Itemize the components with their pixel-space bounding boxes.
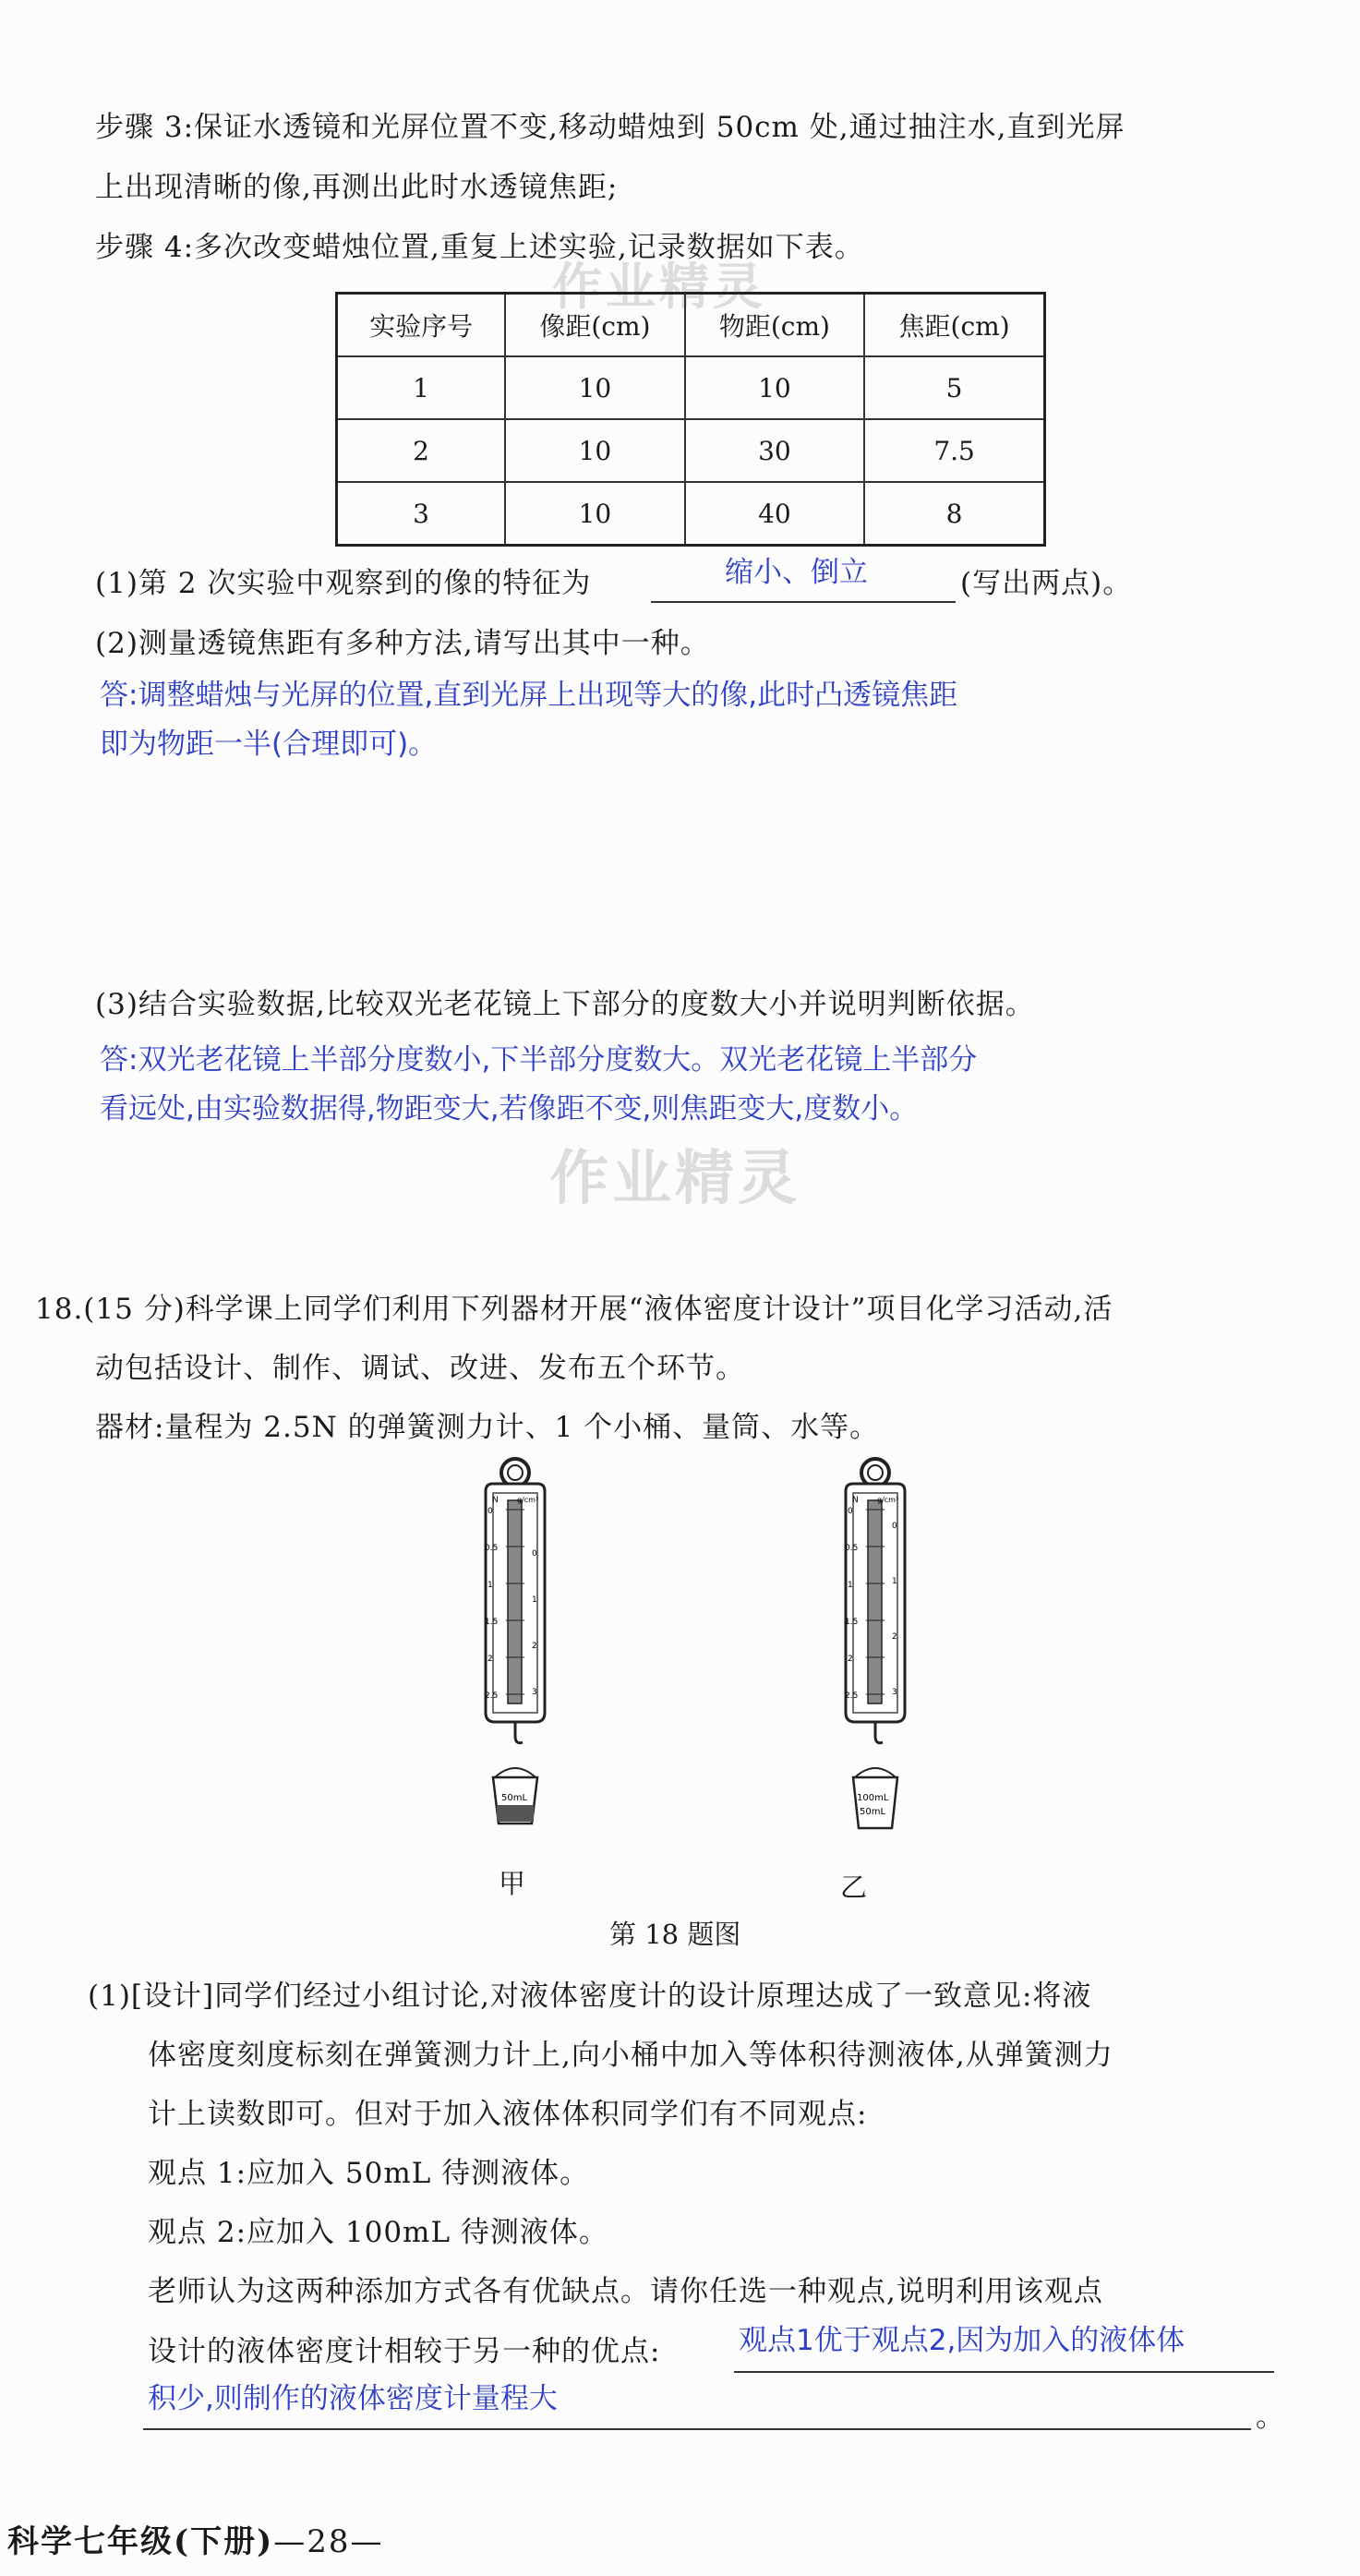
tick-label: 3 <box>892 1688 897 1697</box>
q1-answer-underline <box>651 601 956 603</box>
q1-prefix: (1)第 2 次实验中观察到的像的特征为 <box>95 567 592 600</box>
table-cell: 2 <box>337 419 506 482</box>
q18-line3: 器材:量程为 2.5N 的弹簧测力计、1 个小桶、量筒、水等。 <box>95 1411 880 1444</box>
q18-1-period: 。 <box>1256 2401 1285 2434</box>
spring-scale-yi <box>845 1459 905 1828</box>
answer-underline <box>734 2371 1274 2373</box>
tick-label: 1 <box>532 1595 537 1605</box>
page-number: —28— <box>273 2523 384 2560</box>
table-header: 焦距(cm) <box>864 294 1044 357</box>
table-cell: 40 <box>685 482 865 546</box>
q1-answer: 缩小、倒立 <box>725 556 868 589</box>
table-cell: 10 <box>505 419 685 482</box>
q3-question: (3)结合实验数据,比较双光老花镜上下部分的度数大小并说明判断依据。 <box>95 988 1035 1021</box>
q18-1-line3: 计上读数即可。但对于加入液体体积同学们有不同观点: <box>148 2098 868 2131</box>
q18-1-line1: (1)[设计]同学们经过小组讨论,对液体密度计的设计原理达成了一致意见:将液 <box>88 1980 1092 2013</box>
q3-answer-line1: 答:双光老花镜上半部分度数小,下半部分度数大。双光老花镜上半部分 <box>100 1043 978 1077</box>
tick-label: 1 <box>848 1581 853 1590</box>
watermark-middle: 作业精灵 <box>549 1145 800 1213</box>
q18-1-line4: 老师认为这两种添加方式各有优缺点。请你任选一种观点,说明利用该观点 <box>148 2275 1103 2308</box>
watermark-top: 作业精灵 <box>552 258 766 316</box>
spring-scale-figure <box>462 1454 942 1916</box>
table-cell: 10 <box>685 356 865 419</box>
q1-suffix: (写出两点)。 <box>960 567 1133 600</box>
table-header: 像距(cm) <box>505 294 685 357</box>
q3-answer-line2: 看远处,由实验数据得,物距变大,若像距不变,则焦距变大,度数小。 <box>100 1092 919 1125</box>
q18-line1: 18.(15 分)科学课上同学们利用下列器材开展“液体密度计设计”项目化学习活动,活 <box>35 1293 1113 1326</box>
table-cell: 8 <box>864 482 1044 546</box>
step3-line1: 步骤 3:保证水透镜和光屏位置不变,移动蜡烛到 50cm 处,通过抽注水,直到光屏 <box>95 111 1125 144</box>
table-header-row <box>337 294 1045 357</box>
table-cell: 10 <box>505 356 685 419</box>
tick-label: 2 <box>532 1642 537 1651</box>
tick-label: 2 <box>892 1632 897 1642</box>
table-cell: 10 <box>505 482 685 546</box>
tick-label: 0.5 <box>485 1544 499 1553</box>
figure-label-yi: 乙 <box>840 1872 868 1903</box>
table-cell: 3 <box>337 482 506 546</box>
table-header: 实验序号 <box>337 294 506 357</box>
q18-1-view1: 观点 1:应加入 50mL 待测液体。 <box>148 2157 590 2190</box>
figure-caption: 第 18 题图 <box>609 1919 741 1950</box>
table-row <box>337 419 1045 482</box>
tick-label: 1.5 <box>845 1618 859 1627</box>
q18-1-view2: 观点 2:应加入 100mL 待测液体。 <box>148 2216 608 2249</box>
tick-label: 0 <box>848 1507 853 1516</box>
footer-subject: 科学七年级(下册) <box>7 2523 274 2560</box>
unit-n-label: N <box>492 1496 499 1505</box>
tick-label: 2 <box>487 1655 493 1664</box>
tick-label: 1 <box>892 1577 897 1586</box>
answer-underline <box>143 2428 1251 2430</box>
tick-label: 2.5 <box>485 1691 499 1701</box>
q2-answer-line1: 答:调整蜡烛与光屏的位置,直到光屏上出现等大的像,此时凸透镜焦距 <box>100 679 958 712</box>
step4-text: 步骤 4:多次改变蜡烛位置,重复上述实验,记录数据如下表。 <box>95 231 864 264</box>
unit-density-label: g/cm³ <box>517 1496 539 1504</box>
tick-label: 2 <box>848 1655 853 1664</box>
bucket-volume-label: 50mL <box>860 1807 886 1817</box>
bucket-volume-label: 50mL <box>501 1793 528 1803</box>
bucket-volume-label: 100mL <box>857 1793 889 1803</box>
table-row <box>337 482 1045 546</box>
table-cell: 5 <box>864 356 1044 419</box>
tick-label: 1 <box>487 1581 493 1590</box>
table-cell: 1 <box>337 356 506 419</box>
table-header: 物距(cm) <box>685 294 865 357</box>
q18-1-answer-line1: 观点1优于观点2,因为加入的液体体 <box>739 2324 1185 2357</box>
unit-density-label: g/cm³ <box>877 1496 899 1504</box>
q2-question: (2)测量透镜焦距有多种方法,请写出其中一种。 <box>95 627 710 660</box>
tick-label: 0 <box>532 1549 537 1559</box>
data-table <box>335 292 1046 547</box>
unit-n-label: N <box>852 1496 859 1505</box>
tick-label: 0.5 <box>845 1544 859 1553</box>
q18-1-line2: 体密度刻度标刻在弹簧测力计上,向小桶中加入等体积待测液体,从弹簧测力 <box>148 2039 1113 2072</box>
tick-label: 1.5 <box>485 1618 499 1627</box>
table-row <box>337 356 1045 419</box>
page-footer <box>7 2516 383 2561</box>
figure-label-jia: 甲 <box>499 1868 526 1899</box>
q18-1-line5: 设计的液体密度计相较于另一种的优点: <box>148 2335 661 2368</box>
spring-scale-jia <box>485 1459 545 1824</box>
tick-label: 3 <box>532 1688 537 1697</box>
table-cell: 30 <box>685 419 865 482</box>
tick-label: 2.5 <box>845 1691 859 1701</box>
q2-answer-line2: 即为物距一半(合理即可)。 <box>100 728 438 761</box>
table-cell: 7.5 <box>864 419 1044 482</box>
step3-line2: 上出现清晰的像,再测出此时水透镜焦距; <box>95 171 619 204</box>
q18-line2: 动包括设计、制作、调试、改进、发布五个环节。 <box>95 1352 745 1385</box>
tick-label: 0 <box>892 1522 897 1531</box>
q18-1-answer-line2: 积少,则制作的液体密度计量程大 <box>148 2382 558 2415</box>
tick-label: 0 <box>487 1507 493 1516</box>
